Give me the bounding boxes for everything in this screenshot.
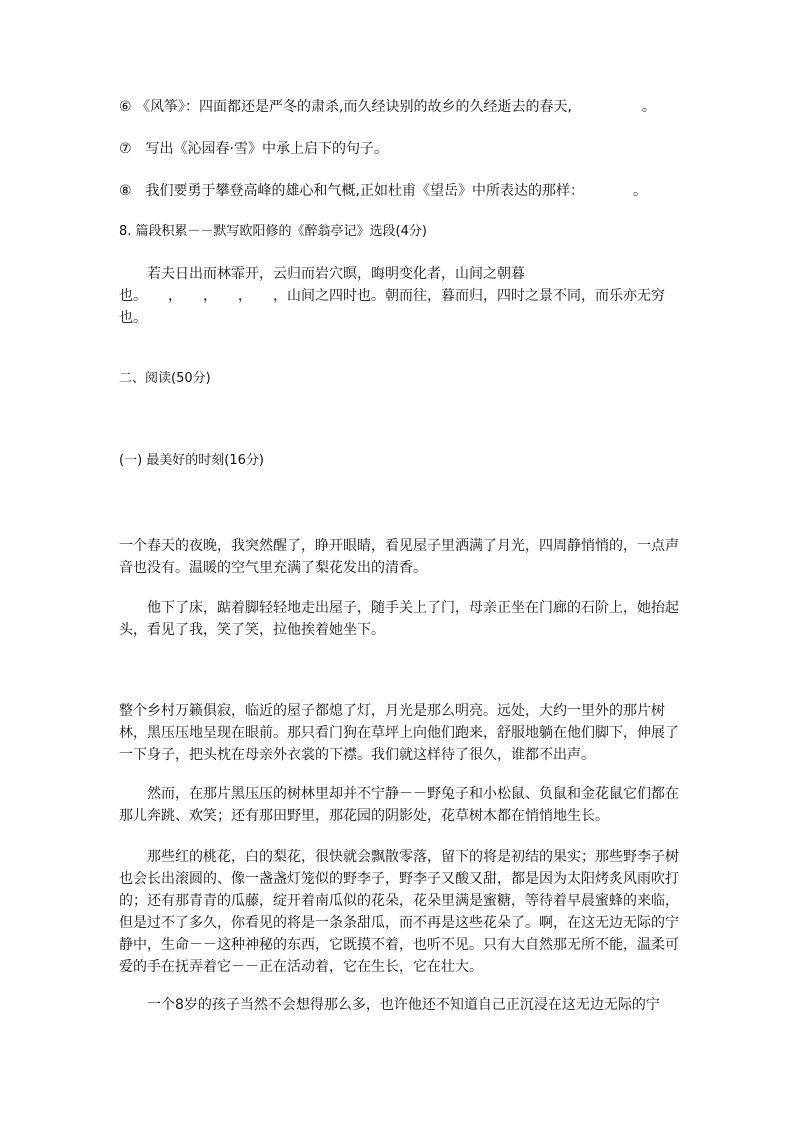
section-8-passage: 若夫日出而林霏开，云归而岩穴暝，晦明变化者，山间之朝暮也。 ， ， ， ，山间之四时也。朝而往，暮而归，四时之景不同，而乐亦无穷也。 (119, 266, 665, 326)
question-8: ⑧ 我们要勇于攀登高峰的雄心和气概,正如杜甫《望岳》中所表达的那样： 。 (119, 183, 647, 199)
paragraph: 一个8岁的孩子当然不会想得那么多，也许他还不知道自己正沉浸在这无边无际的宁 (147, 997, 660, 1013)
question-6: ⑥ 《风筝》：四面都还是严冬的肃杀,而久经诀别的故乡的久经逝去的春天, 。 (119, 99, 656, 115)
paragraph: 然而，在那片黑压压的树林里却并不宁静－－野兔子和小松鼠、负鼠和金花鼠它们都在那儿奔跳、欢笑；还有那田野里，那花园的阴影处，花草树木都在悄悄地生长。 (119, 786, 679, 824)
paragraph: 一个春天的夜晚，我突然醒了，睁开眼睛，看见屋子里洒满了月光，四周静悄悄的，一点声音也没有。温暖的空气里充满了梨花发出的清香。 (119, 538, 679, 576)
paragraph: 他下了床，踮着脚轻轻地走出屋子，随手关上了门，母亲正坐在门廊的石阶上，她抬起头，看见了我，笑了笑，拉他挨着她坐下。 (119, 600, 679, 638)
part-2-heading: 二、阅读(50分) (119, 371, 211, 386)
paragraph: 那些红的桃花，白的梨花，很快就会飘散零落，留下的将是初结的果实；那些野李子树也会长出滚圆的、像一盏盏灯笼似的野李子，野李子又酸又甜，都是因为太阳烤炙风雨吹打的；还有那青青的瓜藤，绽开着南瓜似的花朵，花朵里满是蜜糖，等待着早晨蜜蜂的来临，但是过不了多久，你看见的将是一条条甜瓜，而不再是这些花朵了。啊，在这无边无际的宁静中，生命－－这种神秘的东西，它既摸不着，也听不见。只有大自然那无所不能，温柔可爱的手在抚弄着它－－正在活动着，它在生长，它在壮大。 (119, 849, 679, 975)
section-8-heading: 8. 篇段积累－－默写欧阳修的《醉翁亭记》选段(4分) (119, 224, 427, 239)
paragraph: 整个乡村万籁俱寂，临近的屋子都熄了灯，月光是那么明亮。远处，大约一里外的那片树林，黑压压地呈现在眼前。那只看门狗在草坪上向他们跑来，舒服地躺在他们脚下，伸展了一下身子，把头枕在母亲外衣裳的下襟。我们就这样待了很久，谁都不出声。 (119, 703, 679, 763)
question-7: ⑦ 写出《沁园春·雪》中承上启下的句子。 (119, 141, 388, 157)
reading-1-title: (一) 最美好的时刻(16分) (119, 453, 264, 468)
